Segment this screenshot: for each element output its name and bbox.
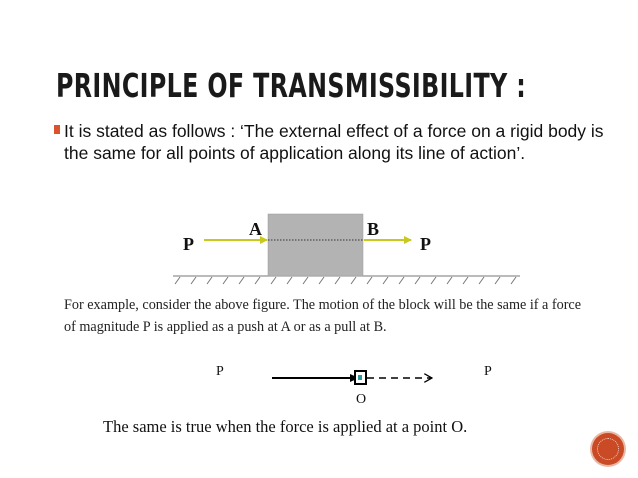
figure-point-O [216, 364, 492, 407]
point-O-center [358, 375, 362, 380]
label-P-left-2: P [216, 364, 224, 379]
label-P-right-2: P [484, 364, 492, 379]
ground-hatching [175, 277, 516, 284]
label-A: A [249, 219, 262, 239]
label-P-left: P [183, 234, 194, 254]
bullet-text: It is stated as follows : ‘The external effect of a force on a rigid body is the same for all points of application along its line of action’. [64, 121, 604, 163]
figure-block-push-pull [173, 214, 520, 284]
slide-nav-button[interactable] [592, 433, 624, 465]
label-P-right: P [420, 234, 431, 254]
label-O: O [356, 392, 367, 407]
slide-title: PRINCIPLE OF TRANSMISSIBILITY : [56, 66, 527, 105]
closing-text: The same is true when the force is applied at a point O. [103, 417, 468, 436]
explanation-text: For example, consider the above figure. The motion of the block will be the same if a force of magnitude P is applied as a push at A or as a pull at B. [64, 297, 582, 335]
rigid-block [268, 214, 363, 276]
nav-button-ring-icon [597, 438, 619, 460]
label-B: B [367, 219, 380, 239]
